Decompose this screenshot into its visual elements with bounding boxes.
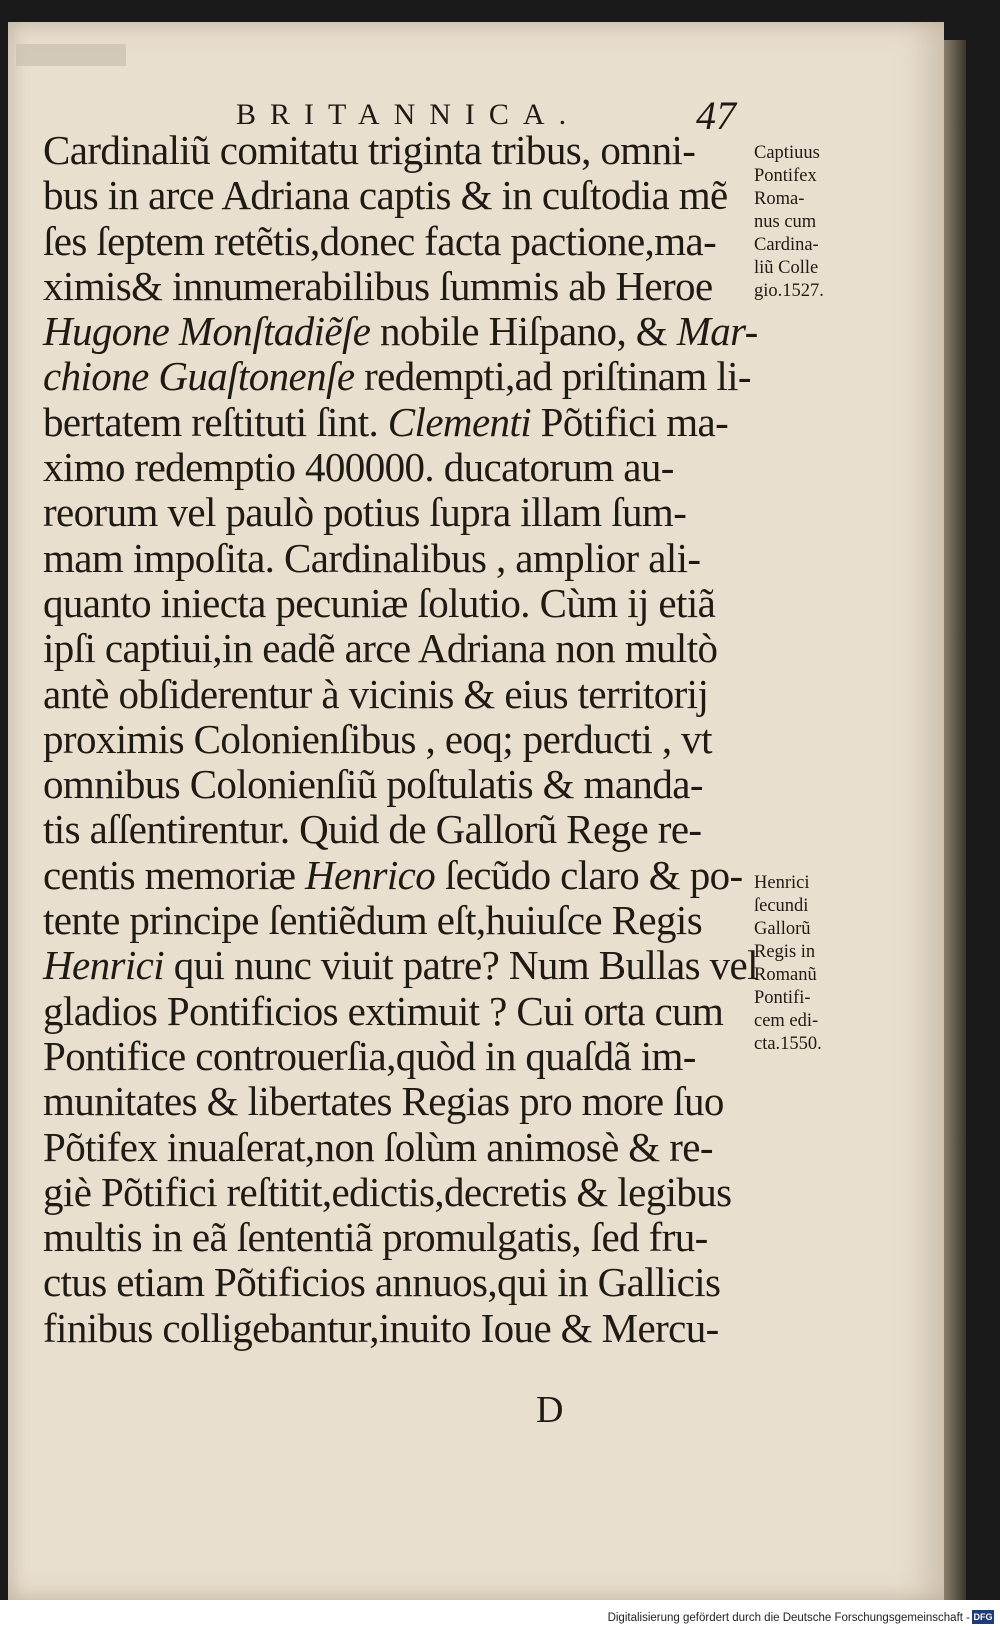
- text-run: bertatem reſtituti ſint.: [43, 398, 388, 445]
- page-number: 47: [696, 93, 736, 138]
- text-run: giè Põtifici reſtitit,edictis,decretis & legibus: [43, 1168, 732, 1215]
- italic-name: chione Guaſtonenſe: [43, 353, 355, 400]
- catchword: D: [536, 1389, 564, 1431]
- text-run: proximis Colonienſibus , eoq; perducti , vt: [43, 715, 712, 762]
- text-run: ctus etiam Põtificios annuos,qui in Gallicis: [43, 1259, 721, 1306]
- text-line: [43, 807, 743, 852]
- marginal-line: ſecundi: [754, 896, 809, 916]
- text-run: ipſi captiui,in eadẽ arce Adriana non multò: [43, 625, 718, 672]
- marginal-line: Pontifex: [754, 166, 817, 186]
- text-run: bus in arce Adriana captis & in cuſtodia mẽ: [43, 172, 728, 219]
- text-run: centis memoriæ: [43, 851, 306, 898]
- text-line: [43, 1079, 743, 1124]
- text-run: ximo redemptio 400000. ducatorum au-: [43, 444, 674, 491]
- page-corner: [16, 44, 126, 66]
- text-line: [43, 128, 743, 173]
- text-run: antè obſiderentur à vicinis & eius territorij: [43, 670, 709, 717]
- marginal-line: Henrici: [754, 873, 810, 893]
- text-line: [43, 1125, 743, 1170]
- text-run: munitates & libertates Regias pro more ſuo: [43, 1078, 724, 1125]
- book-page: [8, 22, 944, 1600]
- text-run: finibus colligebantur,inuito Ioue & Mercu-: [43, 1304, 719, 1351]
- marginal-line: cta.1550.: [754, 1034, 822, 1054]
- text-run: Põtifex inuaſerat,non ſolùm animosè & re-: [43, 1123, 713, 1170]
- marginal-line: Pontifi-: [754, 988, 811, 1008]
- italic-name: Clementi: [387, 398, 532, 445]
- text-line: [43, 853, 743, 898]
- footer-credit: Digitalisierung gefördert durch die Deutsche Forschungsgemeinschaft -: [607, 1612, 970, 1624]
- text-line: [43, 989, 743, 1034]
- marginal-line: Roma-: [754, 189, 805, 209]
- marginal-note-henrici: [754, 872, 864, 1056]
- text-run: quanto iniecta pecuniæ ſolutio. Cùm ij etiã: [43, 579, 716, 626]
- text-run: nobile Hiſpano, &: [370, 308, 677, 355]
- text-run: reorum vel paulò potius ſupra illam ſum-: [43, 489, 687, 536]
- text-line: [43, 400, 743, 445]
- footer-bar: [0, 1600, 1000, 1630]
- text-line: [43, 942, 758, 989]
- text-line: [43, 1034, 743, 1079]
- marginal-line: Gallorũ: [754, 919, 811, 939]
- text-line: [43, 308, 758, 355]
- text-line: [43, 1306, 743, 1351]
- text-line: [43, 1215, 743, 1260]
- text-run: multis in eã ſententiã promulgatis, ſed fru-: [43, 1214, 708, 1261]
- text-line: [43, 219, 743, 264]
- text-line: [43, 445, 743, 490]
- text-line: [43, 626, 743, 671]
- marginal-line: cem edi-: [754, 1011, 819, 1031]
- main-text-block: [43, 127, 758, 1351]
- dfg-logo: DFG: [973, 1612, 993, 1622]
- page-edge: [944, 40, 966, 1600]
- text-line: [43, 173, 743, 218]
- text-run: qui nunc viuit patre? Num Bullas vel: [164, 942, 758, 989]
- text-run: mam impoſita. Cardinalibus , amplior ali-: [43, 534, 701, 581]
- text-line: [43, 536, 743, 581]
- text-run: Pontifice controuerſia,quòd in quaſdã im-: [43, 1032, 696, 1079]
- text-run: gladios Pontificios extimuit ? Cui orta cum: [43, 987, 724, 1034]
- text-run: ſes ſeptem retẽtis,donec facta pactione,ma-: [43, 217, 717, 264]
- text-line: [43, 717, 743, 762]
- running-head: BRITANNICA.: [236, 98, 581, 131]
- italic-name: Henrico: [305, 851, 436, 898]
- marginal-line: Romanũ: [754, 965, 817, 985]
- text-line: [43, 490, 743, 535]
- text-run: ſecũdo claro & po-: [435, 851, 743, 898]
- marginal-line: Regis in: [754, 942, 816, 962]
- marginal-line: nus cum: [754, 212, 817, 232]
- text-line: [43, 581, 743, 626]
- text-line: [43, 1260, 743, 1305]
- italic-name: Mar-: [676, 308, 758, 355]
- marginal-note-captiuus: [754, 142, 864, 303]
- text-line: [43, 898, 743, 943]
- text-run: omnibus Colonienſiũ poſtulatis & manda-: [43, 761, 703, 808]
- text-run: Põtifici ma-: [531, 398, 729, 445]
- text-run: Cardinaliũ comitatu triginta tribus, omni-: [43, 127, 696, 173]
- text-run: tis aſſentirentur. Quid de Gallorũ Rege re-: [43, 806, 702, 853]
- marginal-line: Cardina-: [754, 235, 819, 255]
- text-line: [43, 672, 743, 717]
- text-line: [43, 353, 751, 400]
- italic-name: Hugone Monſtadiẽſe: [43, 308, 371, 355]
- text-run: redempti,ad priſtinam li-: [354, 353, 751, 400]
- marginal-line: liũ Colle: [754, 258, 819, 278]
- marginal-line: Captiuus: [754, 143, 820, 163]
- text-run: ximis& innumerabilibus ſummis ab Heroe: [43, 262, 713, 309]
- text-run: tente principe ſentiẽdum eſt,huiuſce Regis: [43, 897, 703, 944]
- text-line: [43, 264, 743, 309]
- marginal-line: gio.1527.: [754, 281, 824, 301]
- text-line: [43, 762, 743, 807]
- italic-name: Henrici: [43, 942, 165, 989]
- text-line: [43, 1170, 743, 1215]
